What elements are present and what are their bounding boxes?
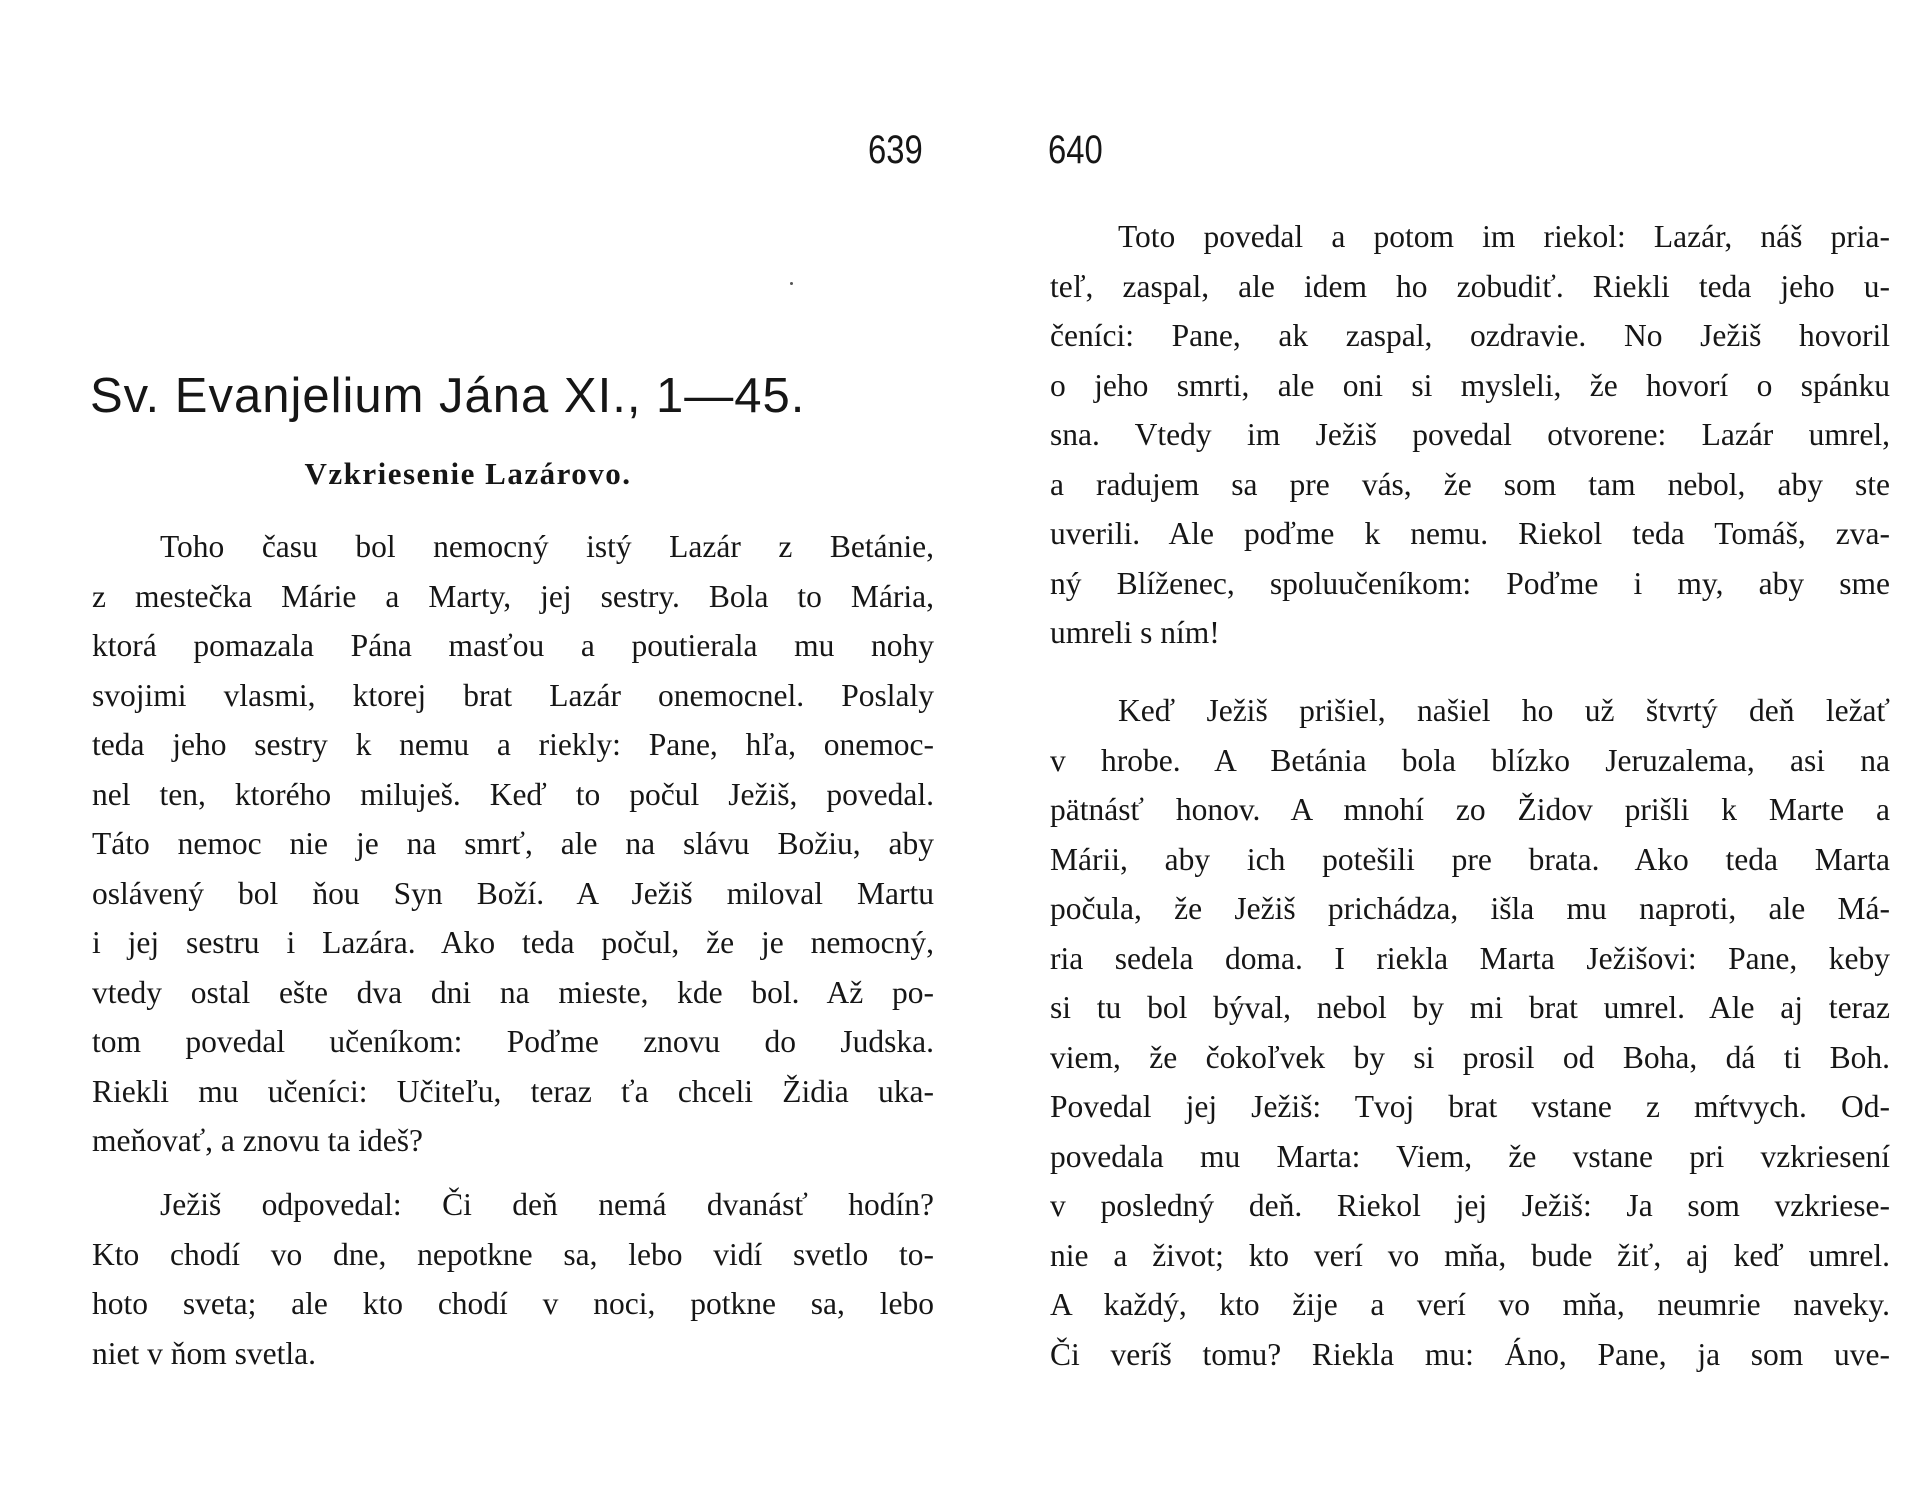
page-number-right: 640 (1048, 128, 1103, 172)
text-line: vtedy ostal ešte dva dni na mieste, kde bol. Až po- (92, 974, 934, 1010)
text-line: Povedal jej Ježiš: Tvoj brat vstane z mŕtvych. Od- (1050, 1089, 1890, 1124)
text-line: čeníci: Pane, ak zaspal, ozdravie. No Ježiš hovoril (1050, 318, 1890, 353)
text-line: a radujem sa pre vás, že som tam nebol, aby ste (1050, 466, 1890, 502)
text-line: tom povedal učeníkom: Poďme znovu do Judska. (92, 1024, 934, 1059)
print-speck (790, 282, 793, 285)
chapter-title: Sv. Evanjelium Jána XI., 1—45. (90, 369, 806, 423)
right-page (956, 0, 1912, 1500)
text-line: povedala mu Marta: Viem, že vstane pri vzkriesení (1050, 1138, 1890, 1174)
text-line: z mestečka Márie a Marty, jej sestry. Bola to Mária, (92, 578, 934, 614)
text-line: Riekli mu učeníci: Učiteľu, teraz ťa chceli Židia uka- (92, 1073, 934, 1109)
text-line: hoto sveta; ale kto chodí v noci, potkne sa, lebo (92, 1286, 934, 1321)
text-line: ný Blíženec, spoluučeníkom: Poďme i my, aby sme (1050, 565, 1890, 601)
text-line: umreli s ním! (1050, 615, 1220, 650)
text-line: nel ten, ktorého miluješ. Keď to počul Ježiš, povedal. (92, 776, 934, 812)
text-line: niet v ňom svetla. (92, 1335, 316, 1371)
left-paragraph-2 (92, 1180, 934, 1378)
text-line: Kto chodí vo dne, nepotkne sa, lebo vidí svetlo to- (92, 1236, 934, 1272)
text-line: teda jeho sestry k nemu a riekly: Pane, hľa, onemoc- (92, 727, 934, 762)
text-line: uverili. Ale poďme k nemu. Riekol teda Tomáš, zva- (1050, 516, 1890, 551)
text-line: pätnásť honov. A mnohí zo Židov prišli k Marte a (1050, 792, 1890, 827)
text-line: Toho času bol nemocný istý Lazár z Betánie, (160, 529, 934, 564)
text-line: i jej sestru i Lazára. Ako teda počul, že je nemocný, (92, 925, 934, 960)
text-line: ria sedela doma. I riekla Marta Ježišovi: Pane, keby (1050, 940, 1890, 976)
left-paragraph-1 (92, 522, 934, 1166)
text-line: viem, že čokoľvek by si prosil od Boha, dá ti Boh. (1050, 1039, 1890, 1075)
page-number-left: 639 (868, 128, 923, 172)
text-line: počula, že Ježiš prichádza, išla mu naproti, ale Má- (1050, 891, 1890, 926)
text-line: sna. Vtedy im Ježiš povedal otvorene: Lazár umrel, (1050, 417, 1890, 452)
text-line: Keď Ježiš prišiel, našiel ho už štvrtý deň ležať (1118, 693, 1890, 728)
right-paragraph-1 (1050, 212, 1890, 658)
text-line: o jeho smrti, ale oni si mysleli, že hovorí o spánku (1050, 367, 1890, 403)
right-paragraph-2 (1050, 686, 1890, 1379)
text-line: nie a život; kto verí vo mňa, bude žiť, aj keď umrel. (1050, 1237, 1890, 1273)
text-line: teľ, zaspal, ale idem ho zobudiť. Riekli teda jeho u- (1050, 268, 1890, 304)
text-line: A každý, kto žije a verí vo mňa, neumrie naveky. (1050, 1287, 1890, 1322)
text-line: svojimi vlasmi, ktorej brat Lazár onemocnel. Poslaly (92, 677, 934, 713)
text-line: Márii, aby ich potešili pre brata. Ako teda Marta (1050, 841, 1890, 877)
text-line: meňovať, a znovu ta ideš? (92, 1123, 423, 1158)
text-line: Ježiš odpovedal: Či deň nemá dvanásť hodín? (160, 1187, 934, 1222)
text-line: v posledný deň. Riekol jej Ježiš: Ja som vzkriese- (1050, 1188, 1890, 1223)
text-line: Toto povedal a potom im riekol: Lazár, náš pria- (1118, 219, 1890, 254)
text-line: ktorá pomazala Pána masťou a poutierala mu nohy (92, 628, 934, 663)
chapter-subtitle: Vzkriesenie Lazárovo. (304, 456, 632, 491)
text-line: Táto nemoc nie je na smrť, ale na slávu Božiu, aby (92, 826, 934, 861)
text-line: oslávený bol ňou Syn Boží. A Ježiš miloval Martu (92, 875, 934, 911)
text-line: v hrobe. A Betánia bola blízko Jeruzalema, asi na (1050, 742, 1890, 778)
text-line: Či veríš tomu? Riekla mu: Áno, Pane, ja som uve- (1050, 1336, 1890, 1372)
text-line: si tu bol býval, nebol by mi brat umrel. Ale aj teraz (1050, 990, 1890, 1025)
